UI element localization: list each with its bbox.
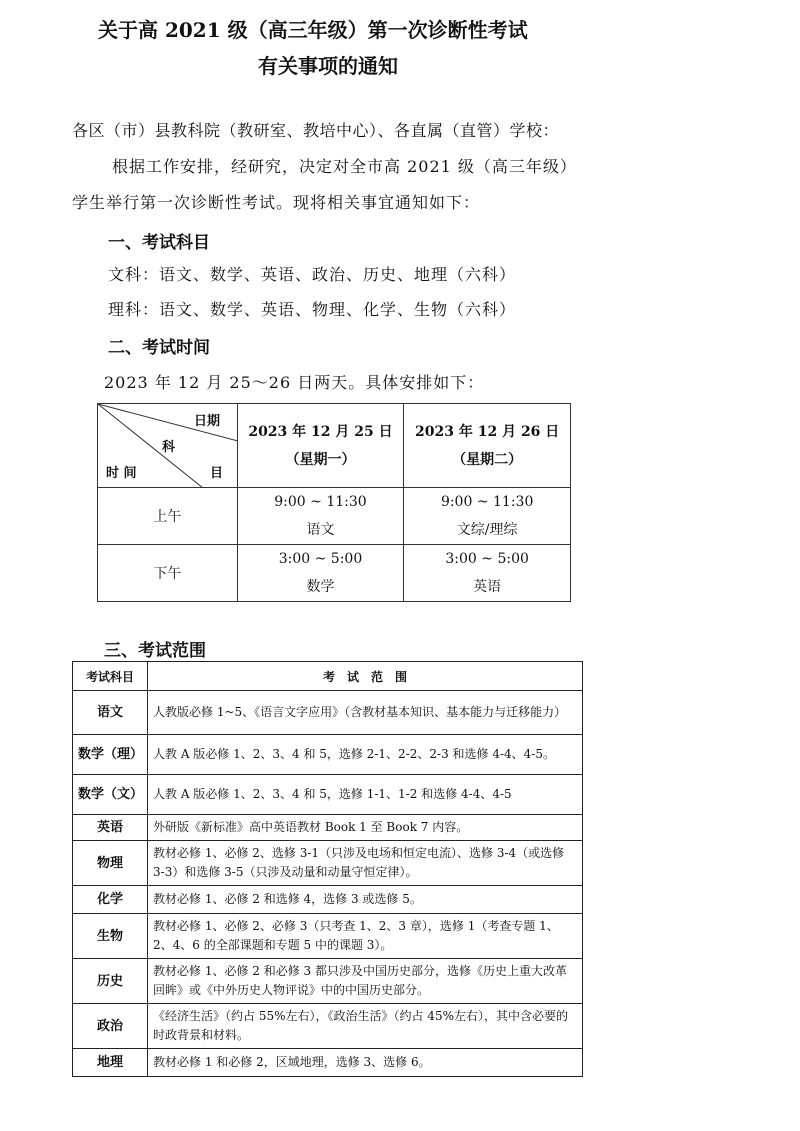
scope-range: 外研版《新标准》高中英语教材 Book 1 至 Book 7 内容。 xyxy=(148,815,583,841)
day2-header xyxy=(404,404,571,488)
scope-subject: 数学（理） xyxy=(73,735,148,775)
scope-header-subject: 考试科目 xyxy=(73,662,148,691)
scope-subject: 政治 xyxy=(73,1004,148,1049)
table-row xyxy=(73,959,583,1004)
afternoon-day1-time: 3:00 ~ 5:00 xyxy=(278,551,363,567)
scope-range: 教材必修 1、必修 2 和必修 3 都只涉及中国历史部分，选修《历史上重大改革回眸》或《中外历史人物评说》中的中国历史部分。 xyxy=(148,959,583,1004)
schedule-corner-cell xyxy=(98,404,238,488)
corner-time-label: 时 间 xyxy=(106,466,137,481)
scope-subject: 生物 xyxy=(73,914,148,959)
scope-subject: 历史 xyxy=(73,959,148,1004)
table-row xyxy=(73,815,583,841)
morning-day2-time: 9:00 ~ 11:30 xyxy=(440,494,534,510)
table-row xyxy=(73,691,583,735)
scope-range: 教材必修 1 和必修 2，区域地理，选修 3、选修 6。 xyxy=(148,1049,583,1077)
afternoon-day1-cell xyxy=(237,545,404,602)
scope-range: 人教 A 版必修 1、2、3、4 和 5，选修 1-1、1-2 和选修 4-4、4-5 xyxy=(148,775,583,815)
morning-day1-cell xyxy=(237,488,404,545)
morning-day2-cell xyxy=(404,488,571,545)
corner-mu-label: 目 xyxy=(210,466,224,481)
table-row xyxy=(73,775,583,815)
afternoon-day2-cell xyxy=(404,545,571,602)
afternoon-label: 下午 xyxy=(98,545,238,602)
section3-heading: 三、考试范围 xyxy=(104,641,206,661)
scope-range: 《经济生活》（约占 55%左右），《政治生活》（约占 45%左右），其中含必要的时政背景和材料。 xyxy=(148,1004,583,1049)
day1-date: 2023 年 12 月 25 日 xyxy=(248,423,393,440)
morning-label: 上午 xyxy=(98,488,238,545)
scope-subject: 地理 xyxy=(73,1049,148,1077)
table-row xyxy=(73,735,583,775)
morning-day1-subject: 语文 xyxy=(306,522,335,538)
scope-subject: 数学（文） xyxy=(73,775,148,815)
table-row xyxy=(73,914,583,959)
day2-date: 2023 年 12 月 26 日 xyxy=(415,423,560,440)
schedule-table xyxy=(97,403,571,602)
title-line-1: 关于高 2021 级（高三年级）第一次诊断性考试 xyxy=(98,18,528,42)
table-row xyxy=(73,1049,583,1077)
scope-subject: 语文 xyxy=(73,691,148,735)
scope-range: 教材必修 1、必修 2、必修 3（只考查 1、2、3 章），选修 1（考查专题 1、2、4、6 的全部课题和专题 5 中的课题 3）。 xyxy=(148,914,583,959)
table-row xyxy=(73,841,583,886)
corner-date-label: 日期 xyxy=(194,414,221,429)
scope-range: 教材必修 1、必修 2、选修 3-1（只涉及电场和恒定电流）、选修 3-4（或选修 3-3）和选修 3-5（只涉及动量和动量守恒定律）。 xyxy=(148,841,583,886)
section1-heading: 一、考试科目 xyxy=(108,233,210,253)
intro-line-1: 根据工作安排，经研究，决定对全市高 2021 级（高三年级） xyxy=(112,157,577,176)
morning-day2-subject: 文综/理综 xyxy=(456,522,518,538)
scope-range: 人教 A 版必修 1、2、3、4 和 5，选修 2-1、2-2、2-3 和选修 4-4、4-5。 xyxy=(148,735,583,775)
schedule-intro: 2023 年 12 月 25～26 日两天。具体安排如下： xyxy=(104,373,485,392)
day1-header xyxy=(237,404,404,488)
morning-day1-time: 9:00 ~ 11:30 xyxy=(274,494,367,510)
scope-subject: 英语 xyxy=(73,815,148,841)
afternoon-day1-subject: 数学 xyxy=(306,579,335,595)
scope-header-range: 考 试 范 围 xyxy=(148,662,583,691)
like-subjects: 理科：语文、数学、英语、物理、化学、生物（六科） xyxy=(108,300,517,319)
addressee: 各区（市）县教科院（教研室、教培中心）、各直属（直管）学校： xyxy=(72,121,560,140)
corner-ke-label: 科 xyxy=(162,440,176,455)
afternoon-day2-time: 3:00 ~ 5:00 xyxy=(445,551,529,567)
table-row xyxy=(73,886,583,914)
scope-subject: 物理 xyxy=(73,841,148,886)
title-line-2: 有关事项的通知 xyxy=(258,54,398,78)
day1-weekday: （星期一） xyxy=(285,451,356,468)
intro-line-2: 学生举行第一次诊断性考试。现将相关事宜通知如下： xyxy=(72,193,481,212)
scope-range: 人教版必修 1~5、《语言文字应用》（含教材基本知识、基本能力与迁移能力） xyxy=(148,691,583,735)
scope-header-row xyxy=(73,662,583,691)
wenke-subjects: 文科：语文、数学、英语、政治、历史、地理（六科） xyxy=(108,265,517,284)
section2-heading: 二、考试时间 xyxy=(108,338,210,358)
table-row xyxy=(73,1004,583,1049)
scope-range: 教材必修 1、必修 2 和选修 4，选修 3 或选修 5。 xyxy=(148,886,583,914)
scope-subject: 化学 xyxy=(73,886,148,914)
scope-table xyxy=(72,661,583,1077)
day2-weekday: （星期二） xyxy=(452,451,523,468)
afternoon-day2-subject: 英语 xyxy=(473,579,502,595)
